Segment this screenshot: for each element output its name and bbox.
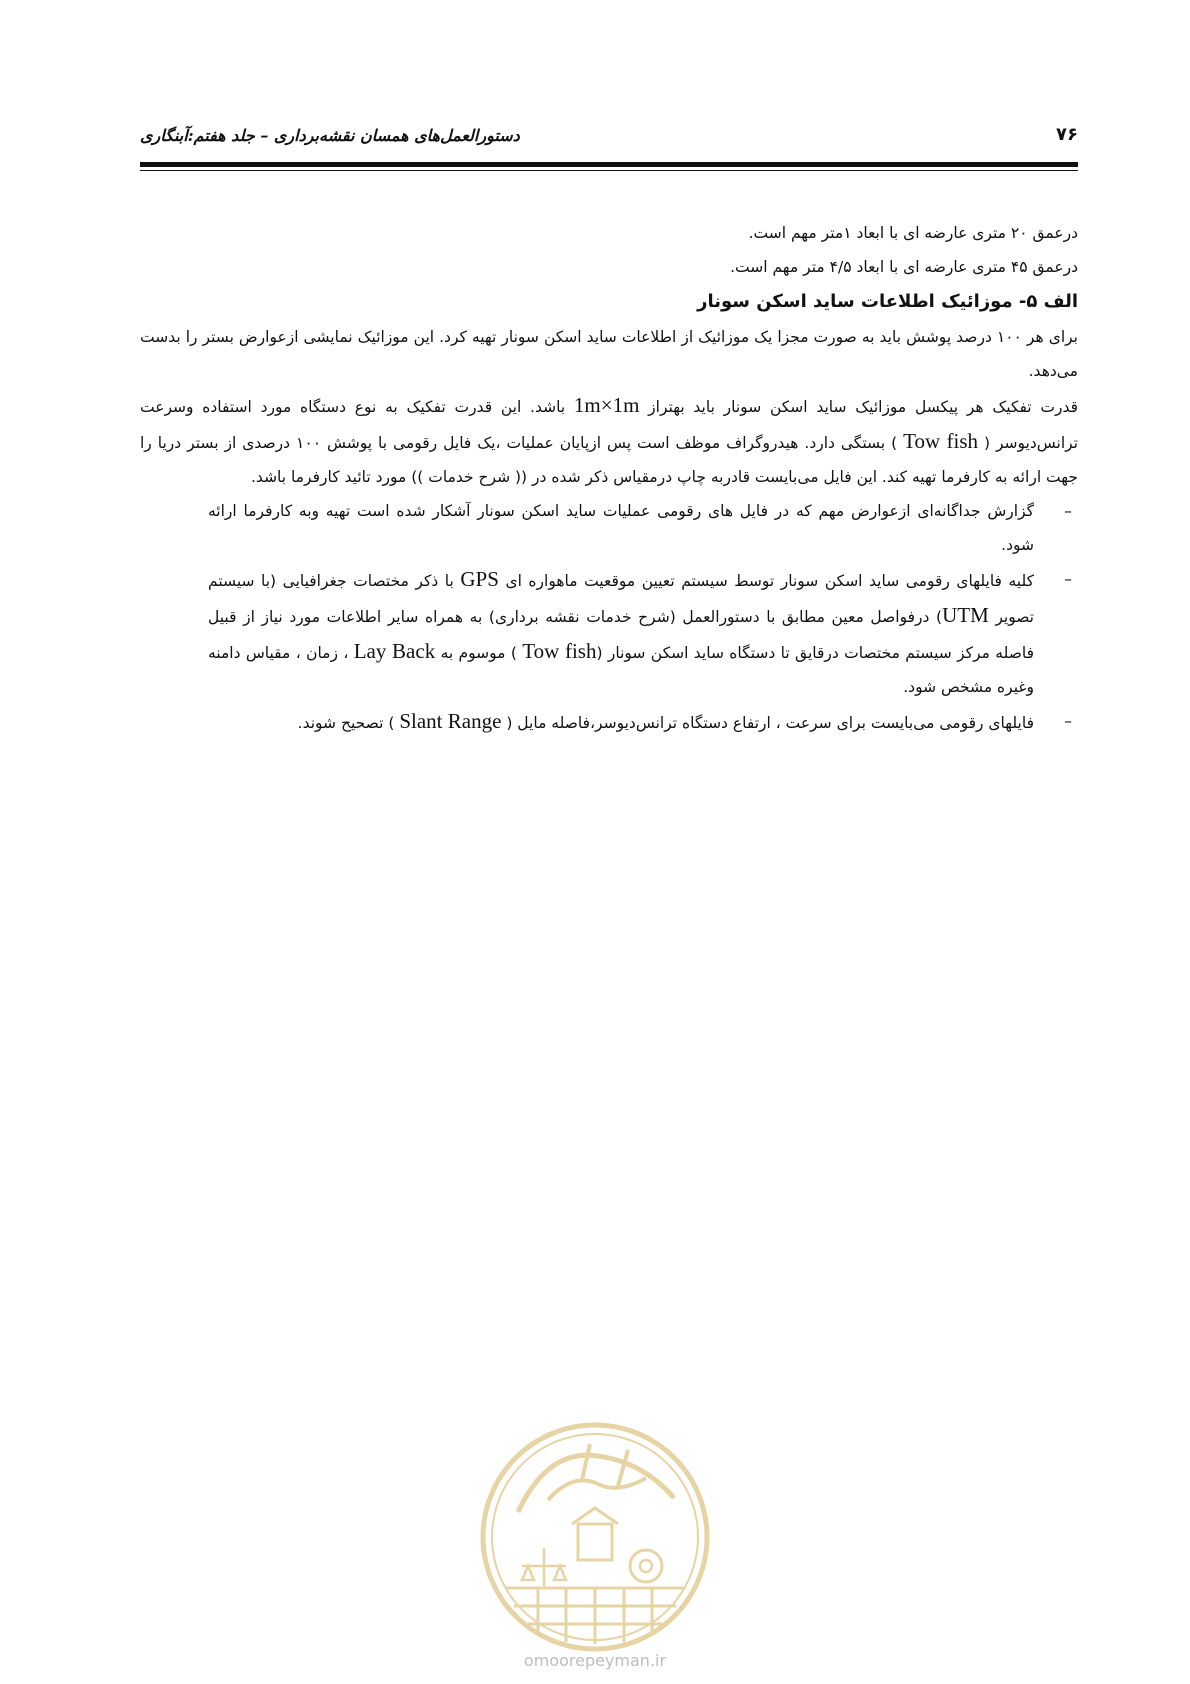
text-run: ) درفواصل معین مطابق با دستورالعمل (شرح خدمات نقشه برداری) به همراه سایر اطلاعات مورد نیاز از قبیل فاصله مرکز سیستم مختصات درقایق تا دستگاه ساید اسکن سونار ( [208, 608, 1035, 662]
bullet-dash: – [1064, 712, 1072, 730]
latin-term: Slant Range [399, 709, 502, 733]
latin-term: Lay Back [353, 639, 436, 663]
list-item [140, 704, 1078, 740]
resolution-value: 1m×1m [573, 393, 640, 417]
bullet-dash: – [1064, 570, 1072, 588]
omoorepeyman-logo [478, 1420, 712, 1654]
page-number: ۷۶ [1056, 124, 1078, 145]
header-rule-thin [140, 170, 1078, 171]
paragraph-depth-45: درعمق ۴۵ متری عارضه ای با ابعاد ۴/۵ متر مهم است. [730, 258, 1078, 276]
logo-gear-icon [630, 1550, 662, 1582]
main-content [140, 216, 1078, 740]
latin-term: Tow fish [903, 429, 978, 453]
paragraph-resolution [140, 388, 1078, 494]
list-item [140, 562, 1078, 704]
list-item [140, 494, 1078, 562]
paragraph-mosaic: برای هر ۱۰۰ درصد پوشش باید به صورت مجزا یک موزائیک از اطلاعات ساید اسکن سونار تهیه کرد. این موزائیک نمایشی ازعوارض بستر را بدست می‌دهد. [140, 328, 1078, 380]
text-run: فایلهای رقومی می‌بایست برای سرعت ، ارتفاع دستگاه ترانس‌دیوسر،فاصله مایل ( [501, 714, 1034, 732]
latin-term: GPS [460, 567, 499, 591]
text-run: ، زمان ، مقیاس دامنه وغیره مشخص شود. [208, 644, 1034, 696]
header-rule-thick [140, 162, 1078, 167]
logo-gear-hub [640, 1560, 652, 1572]
text-run: کلیه فایلهای رقومی ساید اسکن سونار توسط سیستم تعیین موقعیت ماهواره ای [498, 572, 1034, 590]
text-run: ) موسوم به [435, 644, 523, 662]
text-run: قدرت تفکیک هر پیکسل موزائیک ساید اسکن سونار باید بهتراز [639, 398, 1079, 416]
text-run: با ذکر مختصات جغرافیایی (با سیستم تصویر [208, 572, 1034, 626]
bullet-dash: – [1064, 502, 1072, 520]
latin-term: UTM [942, 603, 989, 627]
text-run: ) تصحیح شوند. [297, 714, 400, 732]
text-run: ) بستگی دارد. هیدروگراف موظف است پس ازپایان عملیات ،یک فایل رقومی با پوشش ۱۰۰ درصدی از بستر دریا را جهت ارائه به کارفرما تهیه کند. این فایل می‌بایست قادربه چاپ درمقیاس ذکر شده در (( شرح خدمات )) مورد تائید کارفرما باشد. [140, 434, 1078, 486]
header-title: دستورالعمل‌های همسان نقشه‌برداری – جلد هفتم:آبنگاری [140, 126, 520, 145]
bullet-text: گزارش جداگانه‌ای ازعوارض مهم که در فایل های رقومی عملیات ساید اسکن سونار آشکار شده است تهیه وبه کارفرما ارائه شود. [208, 502, 1034, 554]
logo-calligraphy [548, 1478, 646, 1500]
logo-scales-icon [522, 1548, 566, 1586]
latin-term: Tow fish [522, 639, 597, 663]
logo-building [578, 1524, 612, 1560]
text-run: باشد. این قدرت تفکیک به نوع دستگاه مورد استفاده وسرعت ترانس‌دیوسر ( [140, 398, 1078, 452]
logo-grid [506, 1588, 684, 1644]
paragraph-depth-20: درعمق ۲۰ متری عارضه ای با ابعاد ۱متر مهم است. [748, 224, 1078, 242]
section-heading: الف ۵- موزائیک اطلاعات ساید اسکن سونار [697, 291, 1078, 312]
website-watermark: omoorepeyman.ir [523, 1651, 667, 1670]
logo-building-roof [572, 1508, 618, 1524]
running-header [140, 126, 1078, 156]
bullet-list [140, 494, 1078, 740]
